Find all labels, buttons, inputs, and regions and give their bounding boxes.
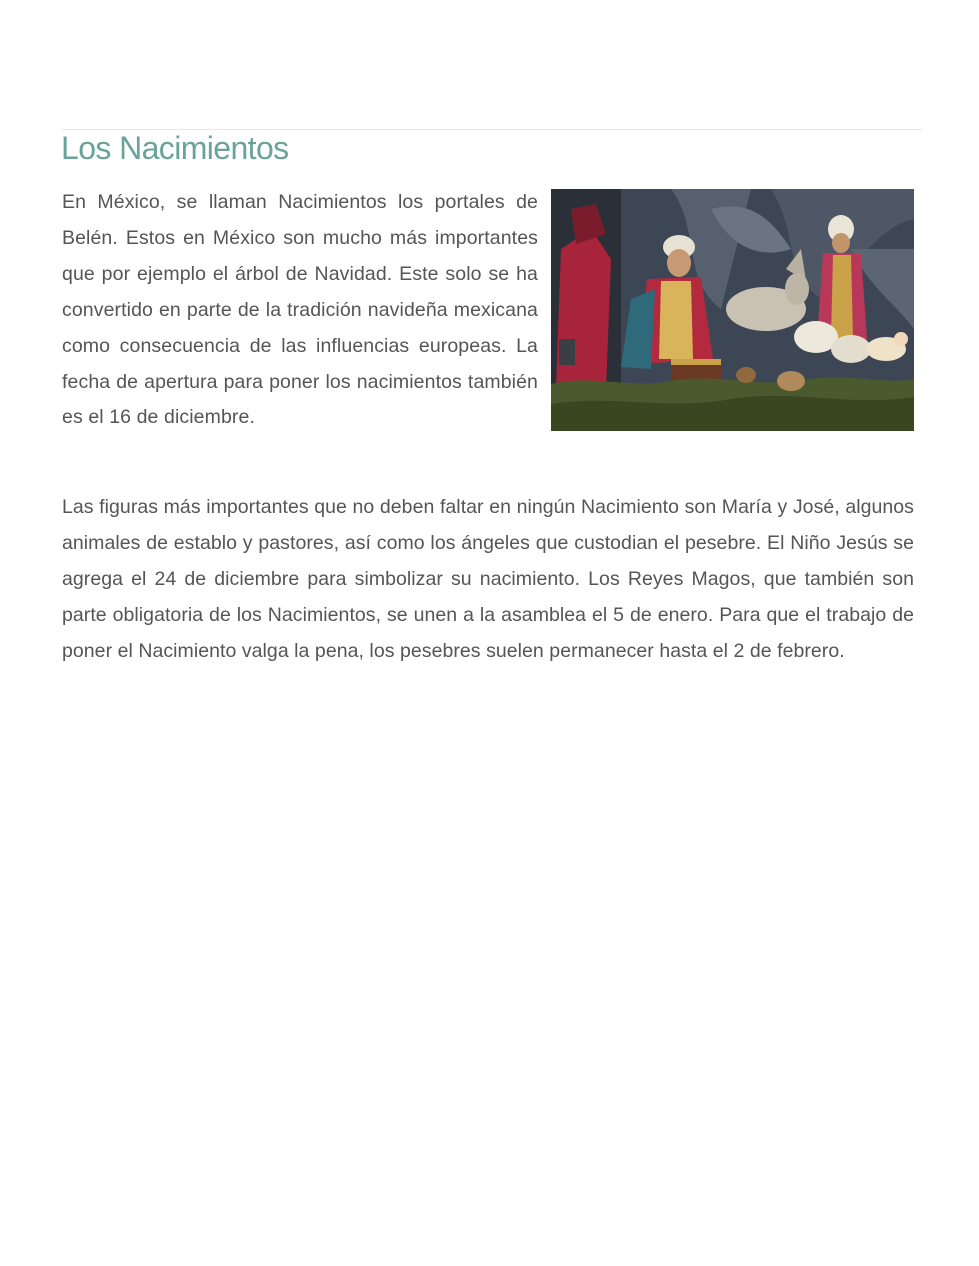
section-title: Los Nacimientos [61,130,289,166]
article-paragraph-1: En México, se llaman Nacimientos los portales de Belén. Estos en México son mucho más importantes que por ejemplo el árbol de Navidad. Este solo se ha convertido en parte de la tradición navideña mexicana como consecuencia de las influencias europeas. La fecha de apertura para poner los nacimientos también es el 16 de diciembre. [62,191,538,429]
article-paragraph-2: Las figuras más importantes que no deben faltar en ningún Nacimiento son María y José, algunos animales de establo y pastores, así como los ángeles que custodian el pesebre. El Niño Jesús se agrega el 24 de diciembre para simbolizar su nacimiento. Los Reyes Magos, que también son parte obligatoria de los Nacimientos, se unen a la asamblea el 5 de enero. Para que el trabajo de poner el Nacimiento valga la pena, los pesebres suelen permanecer hasta el 2 de febrero. [62,496,914,662]
nativity-scene-image [551,189,914,431]
